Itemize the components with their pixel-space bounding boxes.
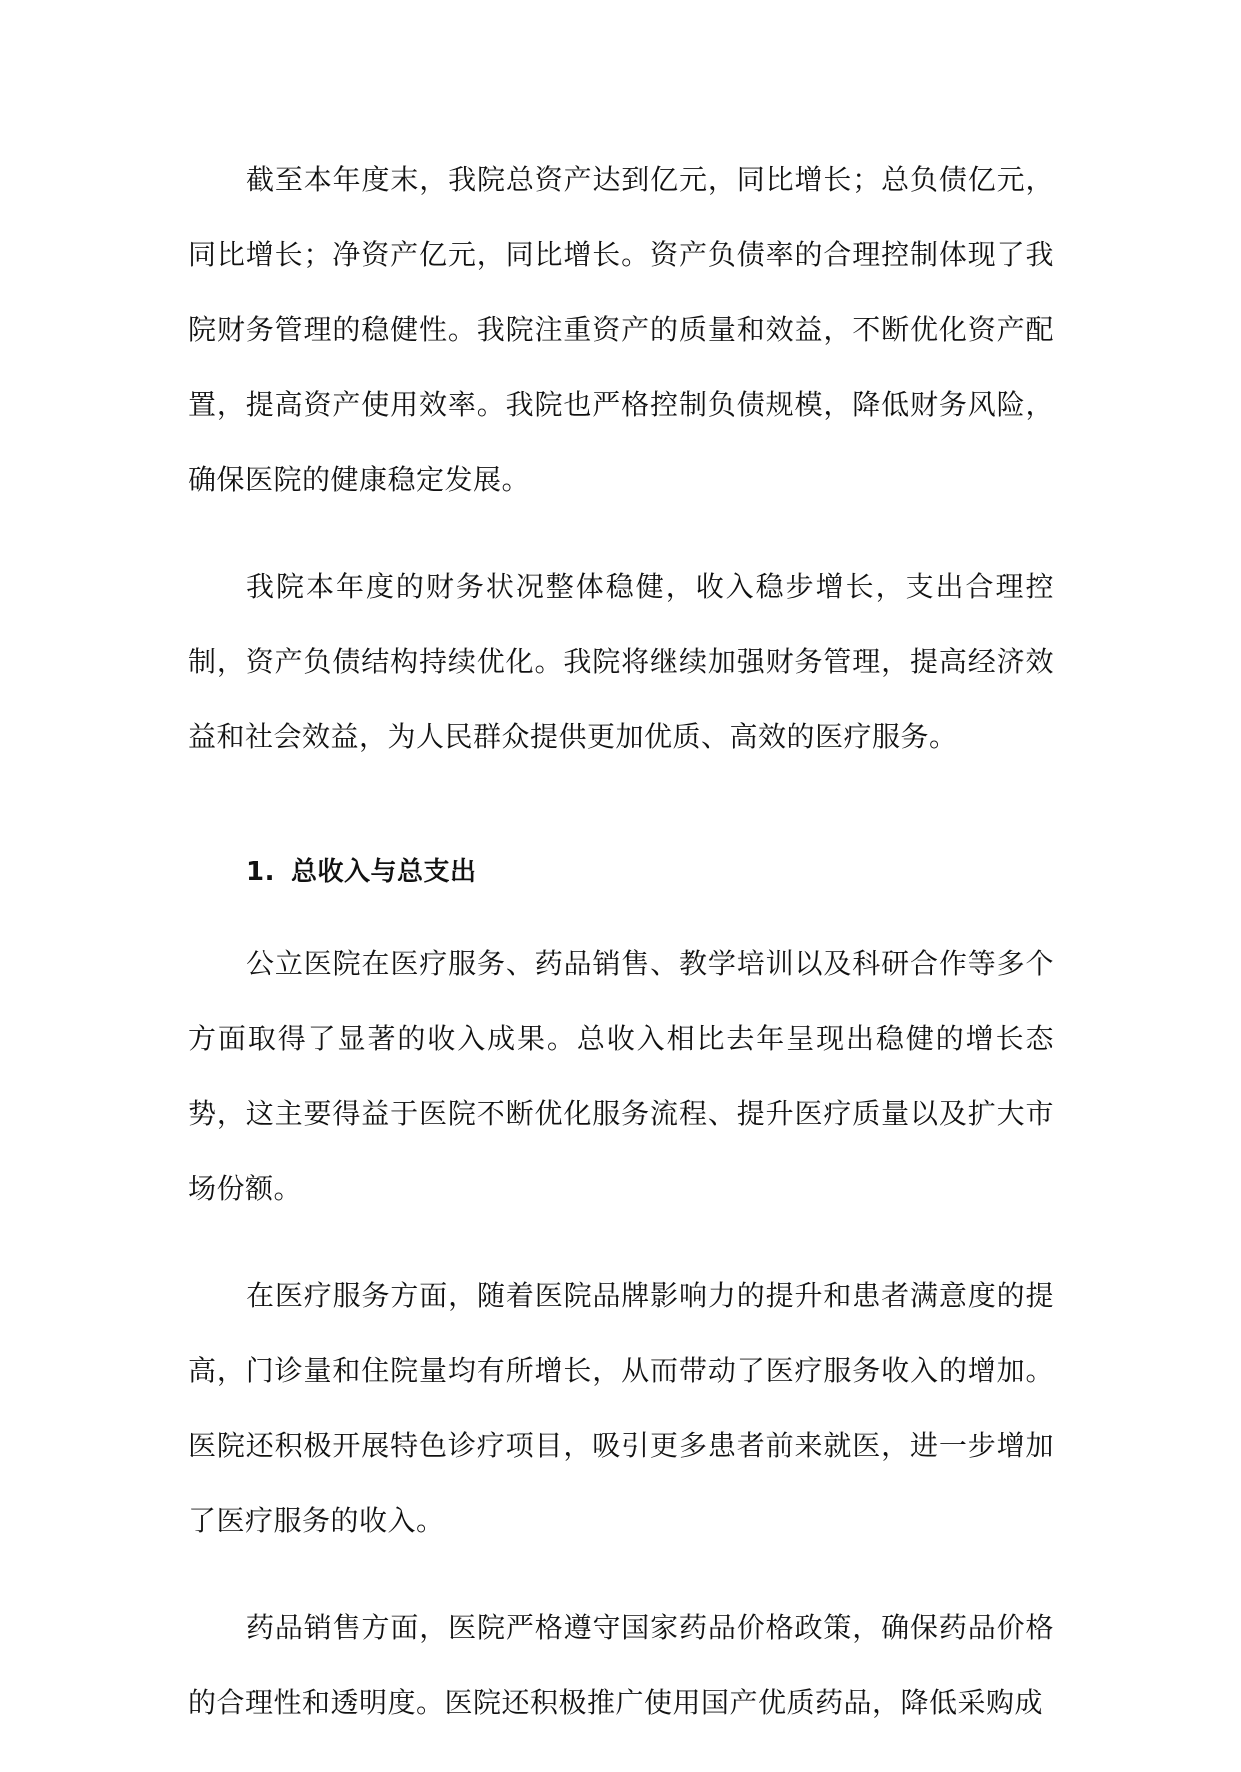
section-title: 总收入与总支出 — [290, 857, 477, 887]
paragraph-medical-services: 在医疗服务方面，随着医院品牌影响力的提升和患者满意度的提高，门诊量和住院量均有所增长，从而带动了医疗服务收入的增加。医院还积极开展特色诊疗项目，吸引更多患者前来就医，进一步增加了医疗服务的收入。 — [188, 1279, 1054, 1537]
section-number: 1. — [246, 857, 275, 887]
document-body — [188, 142, 1054, 1772]
paragraph-financial-overview: 我院本年度的财务状况整体稳健，收入稳步增长，支出合理控制，资产负债结构持续优化。我院将继续加强财务管理，提高经济效益和社会效益，为人民群众提供更加优质、高效的医疗服务。 — [188, 570, 1054, 753]
paragraph-assets-summary: 截至本年度末，我院总资产达到亿元，同比增长；总负债亿元，同比增长；净资产亿元，同比增长。资产负债率的合理控制体现了我院财务管理的稳健性。我院注重资产的质量和效益，不断优化资产配置，提高资产使用效率。我院也严格控制负债规模，降低财务风险，确保医院的健康稳定发展。 — [188, 163, 1054, 496]
section-heading — [246, 852, 1054, 892]
paragraph-drug-sales: 药品销售方面，医院严格遵守国家药品价格政策，确保药品价格的合理性和透明度。医院还积极推广使用国产优质药品，降低采购成 — [188, 1611, 1054, 1719]
paragraph-total-income: 公立医院在医疗服务、药品销售、教学培训以及科研合作等多个方面取得了显著的收入成果。总收入相比去年呈现出稳健的增长态势，这主要得益于医院不断优化服务流程、提升医疗质量以及扩大市场份额。 — [188, 947, 1054, 1205]
